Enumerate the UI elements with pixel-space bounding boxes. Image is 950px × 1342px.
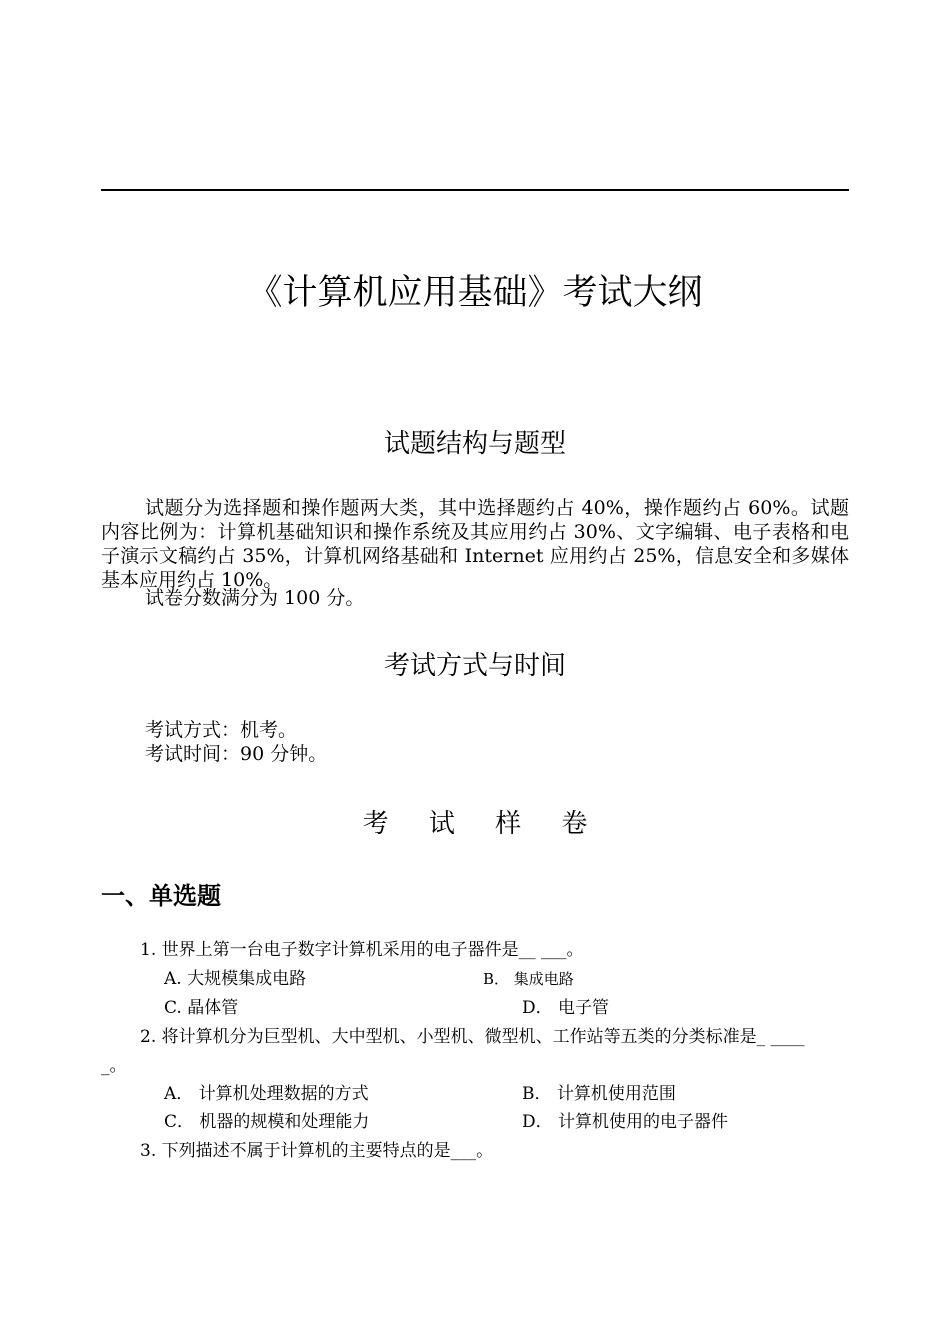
q1-option-a: A. 大规模集成电路	[164, 969, 307, 989]
top-rule	[101, 189, 849, 191]
section-heading-sample: 考 试 样 卷	[362, 809, 604, 839]
score-paragraph: 试卷分数满分为 100 分。	[145, 587, 365, 609]
structure-paragraph: 试题分为选择题和操作题两大类，其中选择题约占 40%，操作题约占 60%。试题内容比例为：计算机基础知识和操作系统及其应用约占 30%、文字编辑、电子表格和电子演示文稿约占 35%，计算机网络基础和 Internet 应用约占 25%，信息安全和多媒体基本应用约占 10%。	[101, 497, 849, 591]
part-heading-single-choice: 一、单选题	[101, 882, 221, 910]
question-1: 1. 世界上第一台电子数字计算机采用的电子器件是__ ___。	[140, 940, 584, 960]
document-title: 《计算机应用基础》考试大纲	[247, 273, 703, 313]
q2-option-a: A． 计算机处理数据的方式	[164, 1084, 369, 1104]
q1-option-b: B． 集成电路	[483, 970, 574, 988]
q2-option-d: D． 计算机使用的电子器件	[522, 1112, 729, 1132]
q1-option-c: C. 晶体管	[164, 998, 239, 1018]
question-2: 2. 将计算机分为巨型机、大中型机、小型机、微型机、工作站等五类的分类标准是_ ____	[140, 1027, 805, 1047]
q2-option-b: B． 计算机使用范围	[522, 1084, 676, 1104]
question-2-continued: _。	[101, 1056, 127, 1076]
section-heading-exam-mode: 考试方式与时间	[383, 651, 566, 681]
exam-mode-text: 考试方式：机考。	[145, 719, 298, 741]
question-3: 3. 下列描述不属于计算机的主要特点的是___。	[140, 1141, 494, 1161]
exam-time-text: 考试时间：90 分钟。	[145, 743, 328, 765]
section-heading-structure: 试题结构与题型	[383, 429, 566, 459]
q1-option-d: D． 电子管	[522, 998, 610, 1018]
q2-option-c: C． 机器的规模和处理能力	[164, 1112, 370, 1132]
